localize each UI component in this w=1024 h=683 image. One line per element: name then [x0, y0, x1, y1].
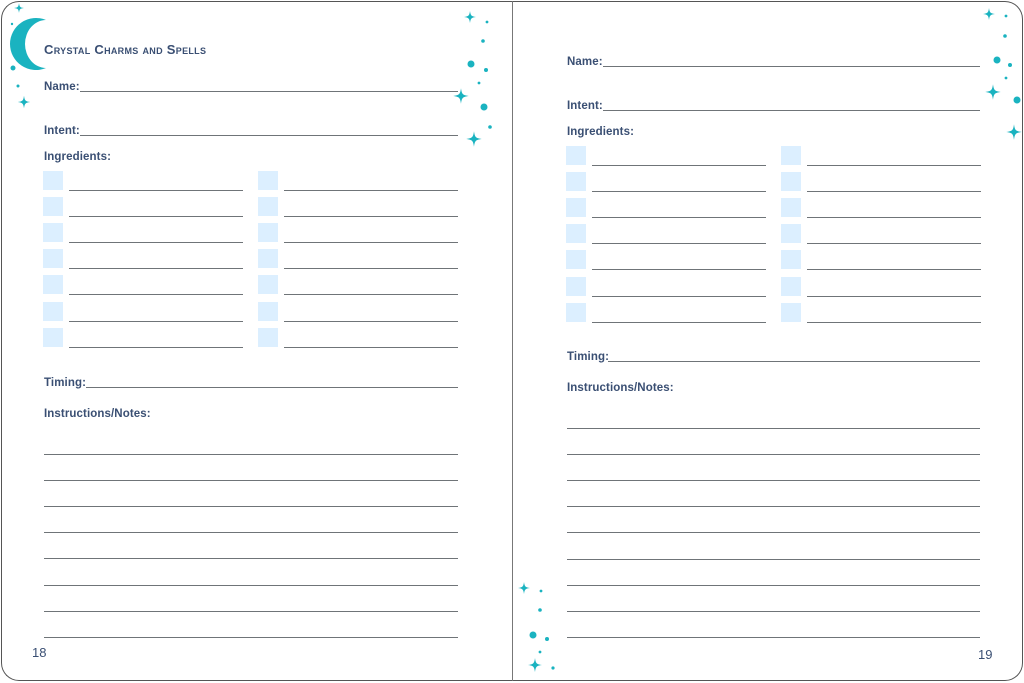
dot-icon — [478, 82, 481, 85]
sparkle-star-icon — [466, 131, 481, 146]
sparkle-star-icon — [453, 88, 468, 103]
dot-icon — [481, 104, 488, 111]
dot-icon — [1005, 15, 1008, 18]
dot-icon — [11, 23, 13, 25]
sparkle-star-icon — [1006, 124, 1021, 139]
ingredients-label: Ingredients: — [44, 151, 112, 163]
dot-icon — [1003, 34, 1007, 38]
crescent-moon-icon — [10, 18, 46, 70]
timing-label: Timing: — [567, 351, 610, 363]
intent-label: Intent: — [44, 125, 80, 137]
page-number: 18 — [32, 645, 47, 660]
notes-label: Instructions/Notes: — [44, 408, 151, 420]
dot-icon — [484, 68, 488, 72]
page-title: Crystal Charms and Spells — [44, 42, 207, 57]
notes-label: Instructions/Notes: — [567, 382, 674, 394]
sparkle-star-icon — [983, 8, 995, 20]
sparkle-star-icon — [14, 3, 24, 13]
dot-icon — [540, 590, 543, 593]
intent-label: Intent: — [567, 100, 603, 112]
dot-icon — [1014, 97, 1021, 104]
dot-icon — [486, 21, 489, 24]
sparkle-star-icon — [985, 84, 1000, 99]
page-number: 19 — [978, 647, 993, 662]
sparkle-star-icon — [464, 11, 476, 23]
dot-icon — [481, 39, 485, 43]
dot-icon — [488, 125, 492, 129]
dot-icon — [545, 637, 549, 641]
dot-icon — [1005, 77, 1008, 80]
dot-icon — [551, 666, 554, 669]
dot-icon — [11, 66, 16, 71]
sparkle-star-icon — [518, 582, 530, 594]
sparkle-star-icon — [18, 96, 31, 109]
dot-icon — [17, 85, 20, 88]
dot-icon — [994, 57, 1001, 64]
dot-icon — [538, 608, 542, 612]
name-label: Name: — [567, 56, 603, 68]
dot-icon — [468, 61, 475, 68]
dot-icon — [539, 651, 542, 654]
dot-icon — [530, 632, 537, 639]
timing-label: Timing: — [44, 377, 87, 389]
dot-icon — [1008, 63, 1012, 67]
sparkle-star-icon — [528, 658, 542, 672]
name-label: Name: — [44, 81, 80, 93]
ingredients-label: Ingredients: — [567, 126, 635, 138]
